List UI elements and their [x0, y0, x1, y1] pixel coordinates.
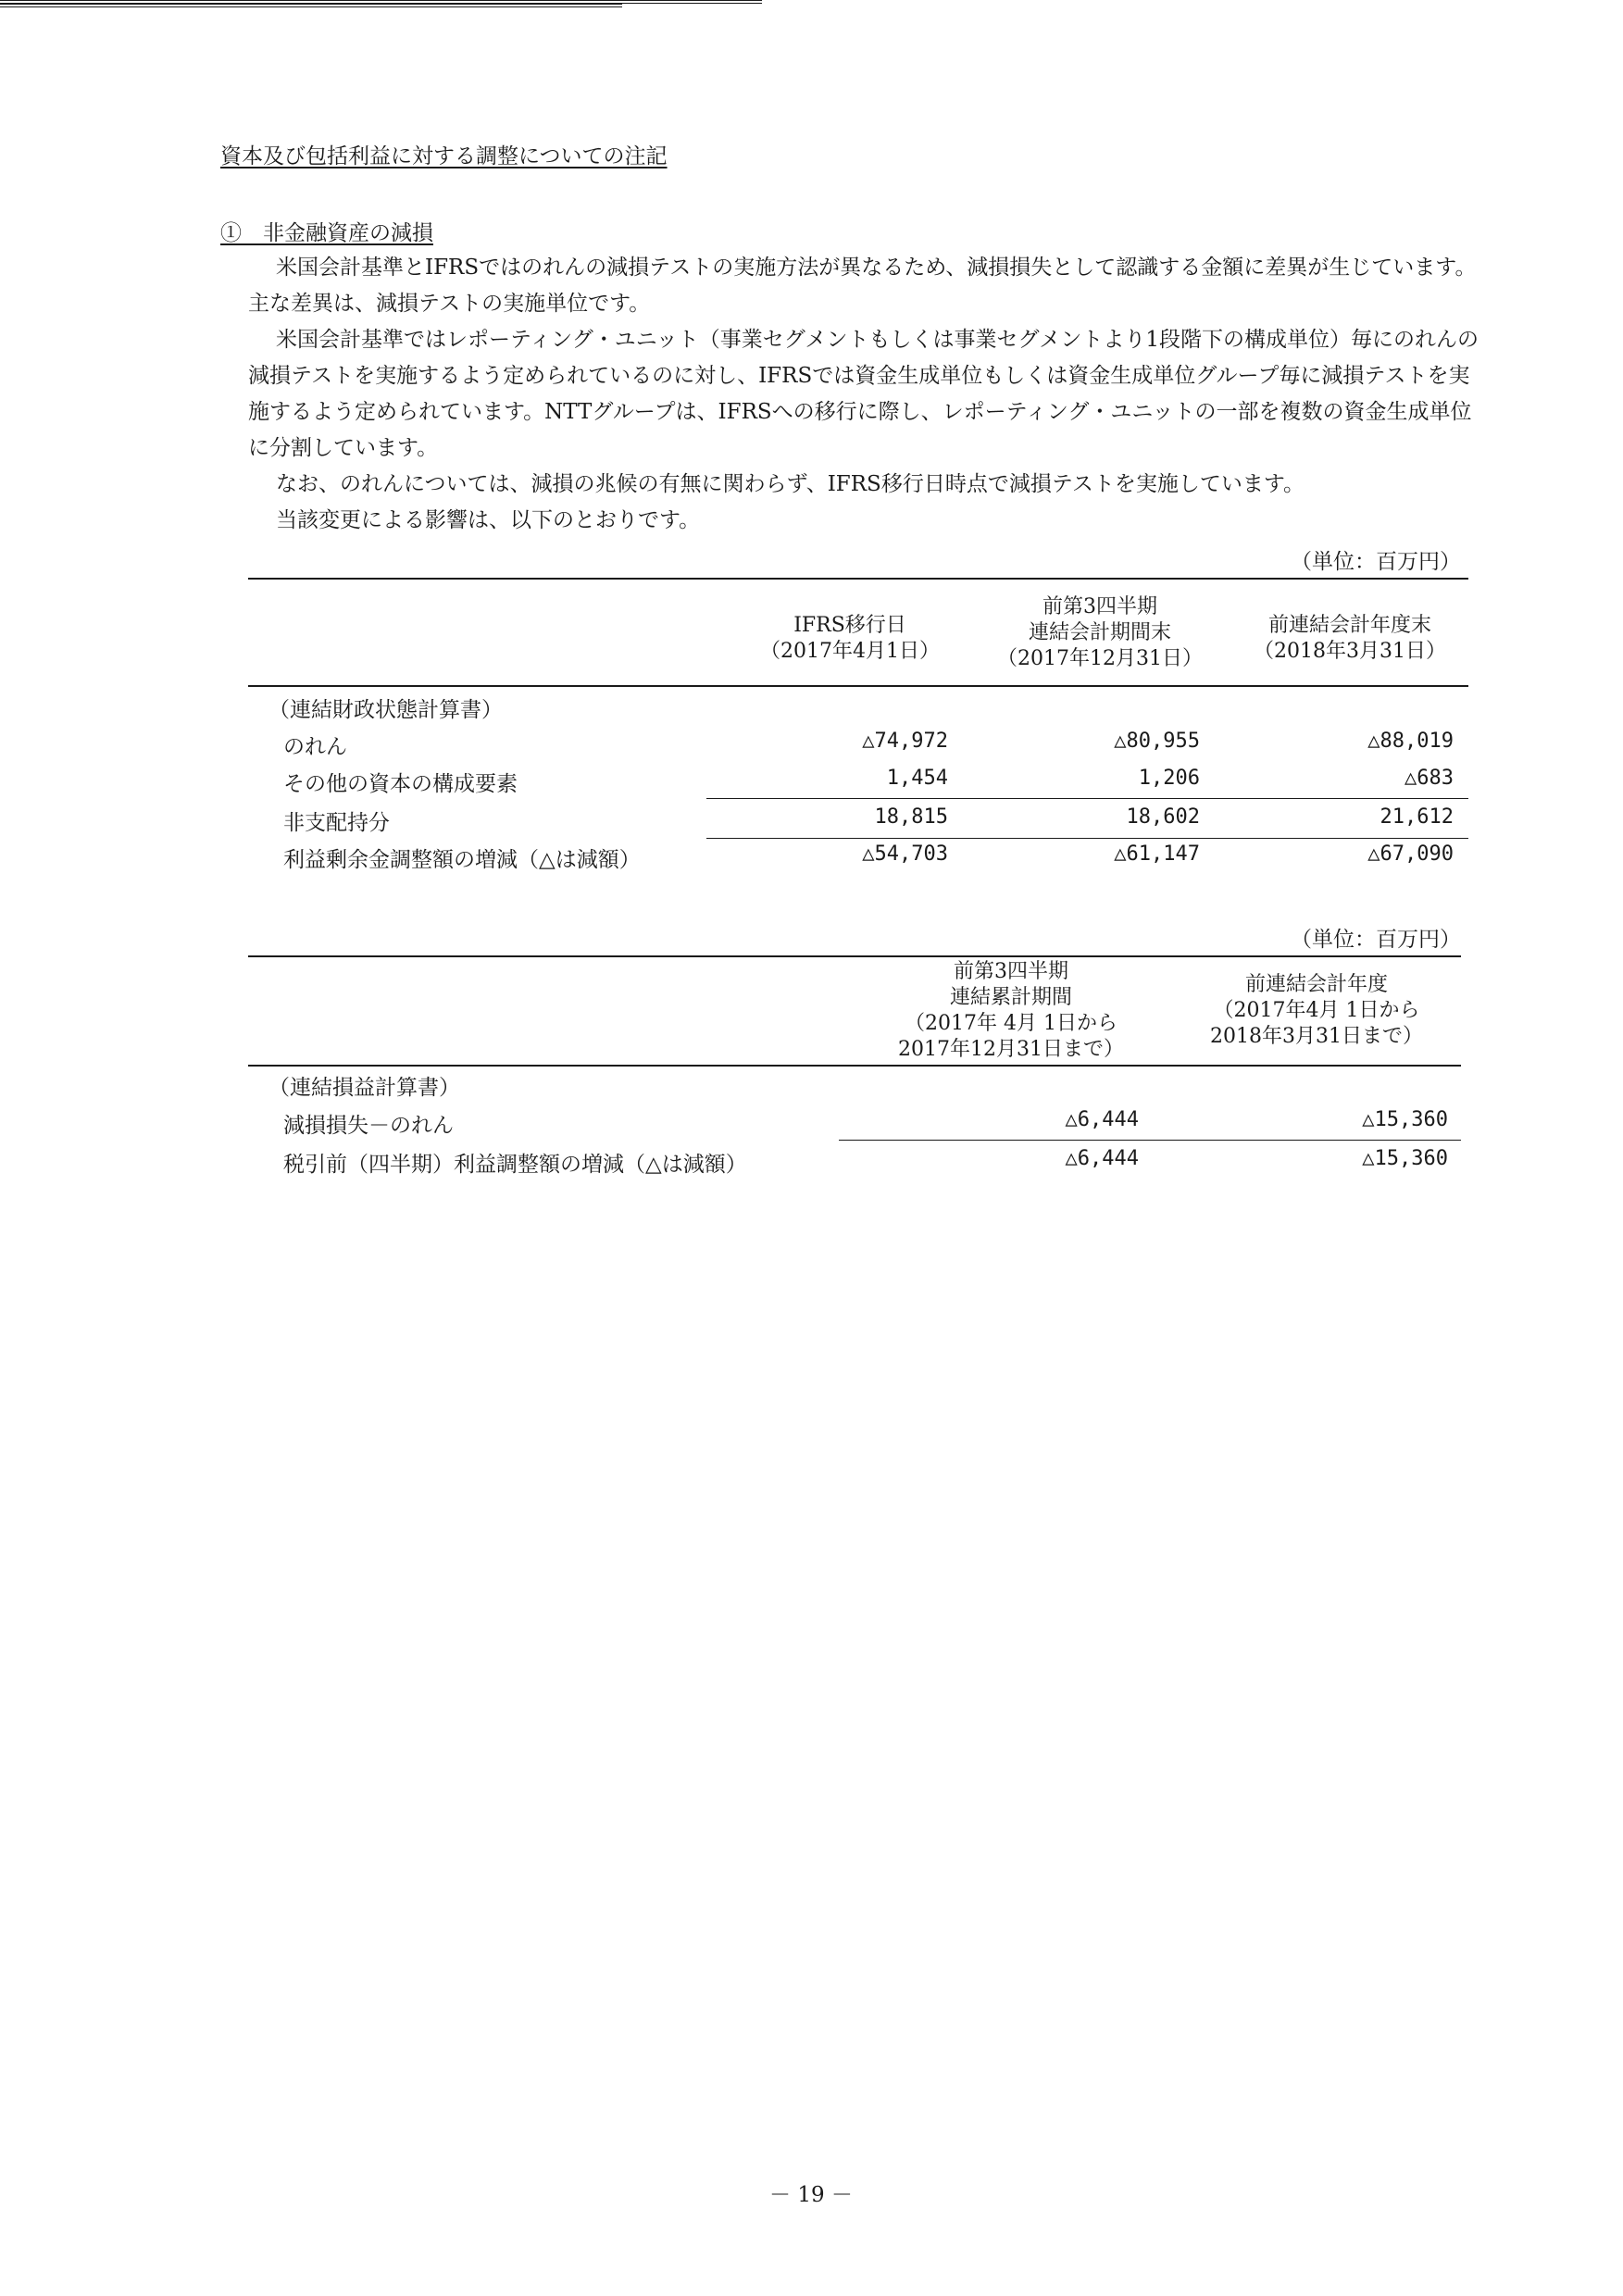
row-value: △54,703	[862, 842, 948, 866]
paragraph-2: 米国会計基準ではレポーティング・ユニット（事業セグメントもしくは事業セグメントより1段階下の構成単位）毎にのれんの減損テストを実施するよう定められているのに対し、IFRSでは資金生成単位もしくは資金生成単位グループ毎に減損テストを実施するよう定められています。NTTグループは、IFRSへの移行に際し、レポーティング・ユニットの一部を複数の資金生成単位に分割しています。	[248, 328, 1479, 460]
row-value: △88,019	[1367, 730, 1454, 753]
body-text	[248, 250, 1479, 539]
row-value: △6,444	[1065, 1108, 1139, 1131]
section-title: 資本及び包括利益に対する調整についての注記	[220, 144, 668, 168]
row-value: △683	[1405, 767, 1454, 790]
paragraph-3: なお、のれんについては、減損の兆候の有無に関わらず、IFRS移行日時点で減損テストを実施しています。	[276, 472, 1305, 496]
total-rule	[706, 838, 1468, 839]
section-label: （連結財政状態計算書）	[268, 698, 503, 722]
row-value: 1,454	[886, 767, 948, 790]
row-value: 21,612	[1380, 805, 1454, 829]
row-value: 18,602	[1126, 805, 1200, 829]
row-value: 18,815	[874, 805, 948, 829]
column-header-q3-cumulative: 前第3四半期 連結累計期間 （2017年 4月 1日から 2017年12月31日まで）	[898, 960, 1124, 1061]
paragraph-4: 当該変更による影響は、以下のとおりです。	[276, 508, 701, 532]
double-underline	[0, 4, 622, 7]
section-label: （連結損益計算書）	[268, 1076, 460, 1100]
row-label: 減損損失－のれん	[283, 1114, 454, 1138]
row-label: のれん	[283, 735, 347, 759]
column-header-q3-prior: 前第3四半期 連結会計期間末 （2017年12月31日）	[997, 595, 1203, 670]
row-value: 1,206	[1138, 767, 1200, 790]
row-value: △61,147	[1114, 842, 1200, 866]
row-value: △15,360	[1362, 1147, 1448, 1170]
row-value: △67,090	[1367, 842, 1454, 866]
column-header-transition-date: IFRS移行日 （2017年4月1日）	[760, 614, 940, 663]
header-bottom-rule	[248, 685, 1468, 687]
row-label: その他の資本の構成要素	[283, 772, 518, 796]
subsection-title: ① 非金融資産の減損	[220, 221, 433, 245]
table-top-rule	[248, 955, 1461, 957]
header-bottom-rule	[248, 1065, 1461, 1067]
row-label: 利益剰余金調整額の増減（△は減額）	[283, 848, 641, 872]
row-value: △80,955	[1114, 730, 1200, 753]
page-number: － 19 －	[769, 2183, 853, 2207]
column-header-prior-year-end: 前連結会計年度末 （2018年3月31日）	[1254, 614, 1446, 663]
paragraph-1: 米国会計基準とIFRSではのれんの減損テストの実施方法が異なるため、減損損失として認識する金額に差異が生じています。主な差異は、減損テストの実施単位です。	[248, 256, 1477, 316]
row-label: 非支配持分	[283, 811, 390, 835]
row-value: △6,444	[1065, 1147, 1139, 1170]
row-value: △15,360	[1362, 1108, 1448, 1131]
unit-label: （単位：百万円）	[1291, 928, 1461, 952]
unit-label: （単位：百万円）	[1291, 550, 1461, 574]
subtotal-rule	[706, 798, 1468, 799]
total-rule	[839, 1140, 1461, 1141]
row-value: △74,972	[862, 730, 948, 753]
table-top-rule	[248, 578, 1468, 580]
row-label: 税引前（四半期）利益調整額の増減（△は減額）	[283, 1153, 747, 1177]
column-header-prior-fiscal-year: 前連結会計年度 （2017年4月 1日から 2018年3月31日まで）	[1210, 973, 1423, 1048]
